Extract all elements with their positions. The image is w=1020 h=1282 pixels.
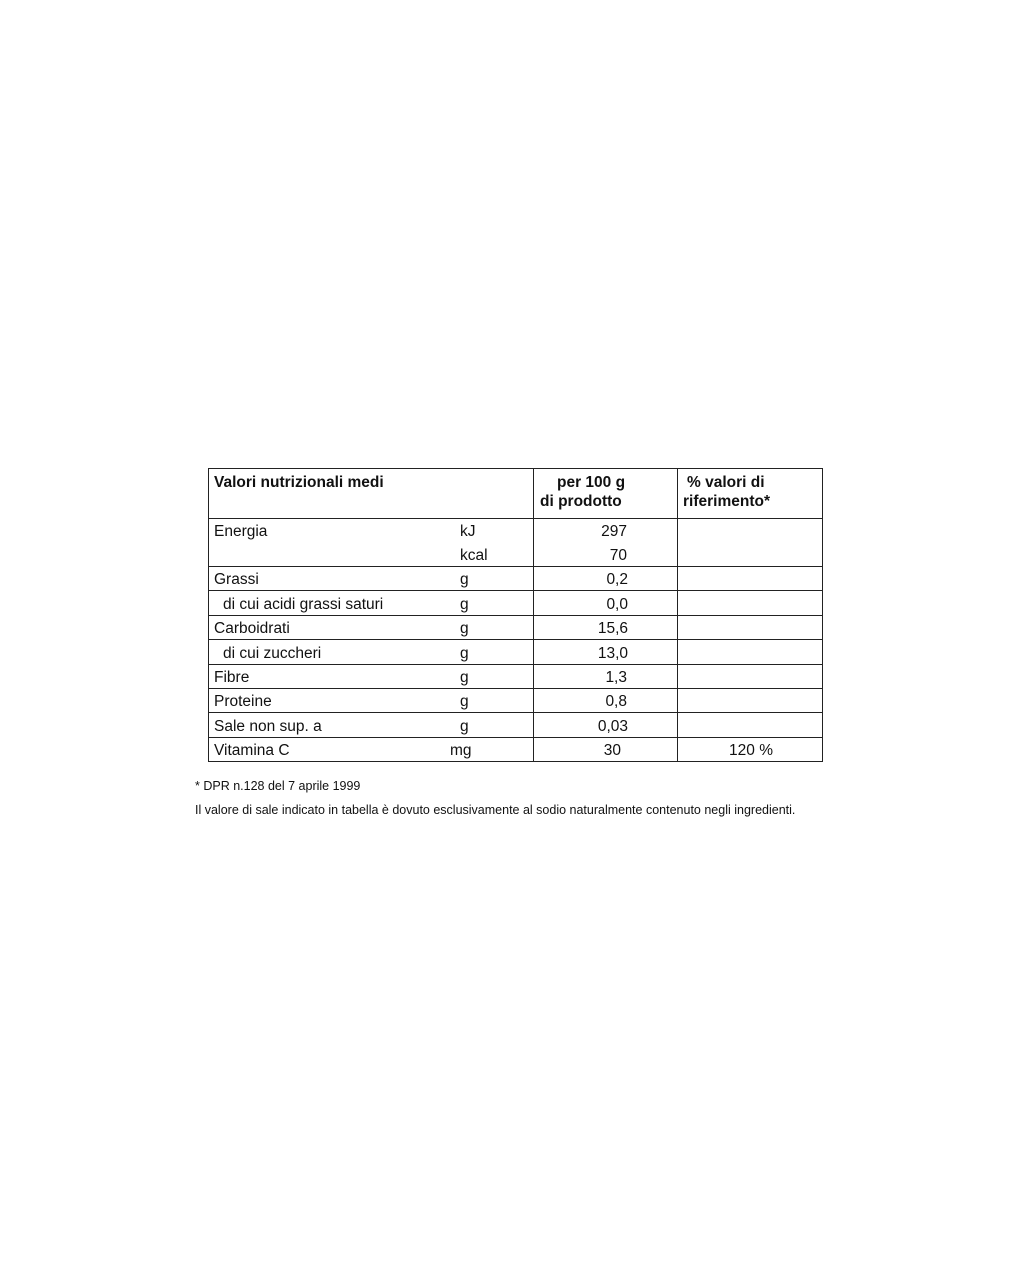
row-divider bbox=[209, 688, 822, 689]
row-label: di cui acidi grassi saturi bbox=[223, 596, 384, 613]
row-divider bbox=[209, 639, 822, 640]
nutrition-table bbox=[208, 468, 823, 762]
row-label: Carboidrati bbox=[214, 620, 290, 637]
row-unit: g bbox=[460, 693, 469, 710]
row-value: 1,3 bbox=[605, 669, 627, 686]
row-value: 0,03 bbox=[597, 718, 628, 735]
row-value: 15,6 bbox=[597, 620, 628, 637]
row-divider bbox=[209, 712, 822, 713]
row-divider bbox=[209, 737, 822, 738]
row-label: Vitamina C bbox=[214, 742, 290, 759]
row-divider bbox=[209, 566, 822, 567]
row-unit: g bbox=[460, 571, 469, 588]
header-per100-line1: per 100 g bbox=[557, 474, 626, 491]
row-unit: g bbox=[460, 645, 469, 662]
row-value: 0,2 bbox=[606, 571, 628, 588]
row-unit: g bbox=[460, 669, 469, 686]
row-label: di cui zuccheri bbox=[223, 645, 322, 662]
row-label: Fibre bbox=[214, 669, 250, 686]
header-per100-line2: di prodotto bbox=[540, 493, 622, 510]
row-value: 13,0 bbox=[597, 645, 628, 662]
row-divider bbox=[209, 615, 822, 616]
row-unit: g bbox=[460, 718, 469, 735]
row-divider bbox=[209, 590, 822, 591]
row-label: Proteine bbox=[214, 693, 272, 710]
row-label: Sale non sup. a bbox=[214, 718, 322, 735]
header-nutrient: Valori nutrizionali medi bbox=[214, 474, 384, 491]
row-value: 70 bbox=[609, 547, 627, 564]
row-value: 30 bbox=[603, 742, 621, 759]
row-label: Energia bbox=[214, 523, 268, 540]
row-label: Grassi bbox=[214, 571, 259, 588]
row-divider bbox=[209, 664, 822, 665]
row-unit: kJ bbox=[460, 523, 476, 540]
footnote: * DPR n.128 del 7 aprile 1999 bbox=[195, 779, 361, 793]
row-value: 0,8 bbox=[605, 693, 627, 710]
row-reference-value: 120 % bbox=[729, 742, 773, 759]
row-value: 0,0 bbox=[606, 596, 628, 613]
header-divider bbox=[209, 518, 822, 519]
header-ref-line1: % valori di bbox=[687, 474, 765, 491]
header-ref-line2: riferimento* bbox=[683, 493, 770, 510]
salt-note: Il valore di sale indicato in tabella è dovuto esclusivamente al sodio naturalmente contenuto negli ingredienti. bbox=[195, 803, 796, 817]
row-unit: mg bbox=[450, 742, 472, 759]
row-unit: kcal bbox=[460, 547, 488, 564]
row-unit: g bbox=[460, 596, 469, 613]
row-unit: g bbox=[460, 620, 469, 637]
row-value: 297 bbox=[601, 523, 627, 540]
